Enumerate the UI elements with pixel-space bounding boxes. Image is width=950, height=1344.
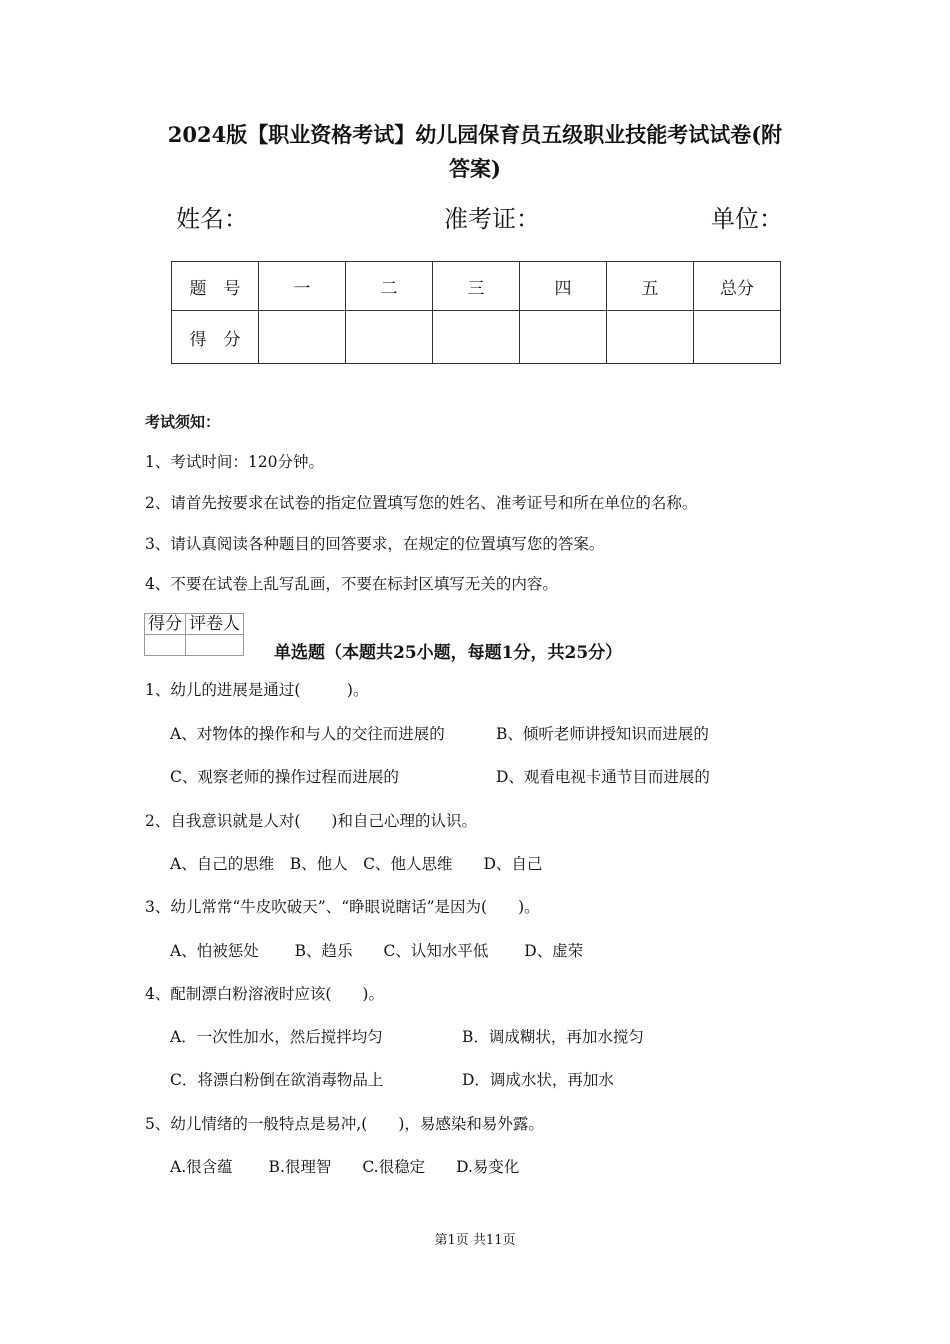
question-option: A．一次性加水，然后搅拌均匀 (170, 1028, 383, 1046)
score-cell[interactable] (346, 311, 433, 364)
notice-title: 考试须知： (145, 413, 221, 431)
question-options-line: A.很含蕴 B.很理智 C.很稳定 D.易变化 (170, 1158, 520, 1176)
grader-score-cell[interactable] (145, 635, 186, 656)
score-header-cell: 题 号 (172, 262, 259, 311)
score-table-score-row (172, 311, 781, 364)
name-label: 姓名： (176, 205, 248, 233)
score-table-header-row (172, 262, 781, 311)
notice-item: 3、请认真阅读各种题目的回答要求，在规定的位置填写您的答案。 (145, 535, 605, 553)
section-title: 单选题（本题共25小题，每题1分，共25分） (274, 643, 623, 663)
notice-item: 1、考试时间：120分钟。 (145, 453, 324, 471)
score-cell[interactable] (520, 311, 607, 364)
question-stem: 1、幼儿的进展是通过( )。 (145, 681, 369, 699)
question-option: D．调成水状，再加水 (462, 1071, 614, 1089)
title-line-1: 2024版【职业资格考试】幼儿园保育员五级职业技能考试试卷(附 (167, 122, 783, 147)
question-option: C．将漂白粉倒在欲消毒物品上 (170, 1071, 384, 1089)
question-option: D、观看电视卡通节目而进展的 (496, 768, 710, 786)
notice-item: 2、请首先按要求在试卷的指定位置填写您的姓名、准考证号和所在单位的名称。 (145, 494, 698, 512)
question-option: C、观察老师的操作过程而进展的 (170, 768, 399, 786)
score-header-cell: 总分 (694, 262, 781, 311)
score-header-cell: 一 (259, 262, 346, 311)
question-stem: 4、配制漂白粉溶液时应该( )。 (145, 985, 384, 1003)
score-header-cell: 五 (607, 262, 694, 311)
question-options-line: A、怕被惩处 B、趋乐 C、认知水平低 D、虚荣 (170, 942, 584, 960)
score-header-cell: 四 (520, 262, 607, 311)
notice-item: 4、不要在试卷上乱写乱画，不要在标封区填写无关的内容。 (145, 575, 558, 593)
question-stem: 2、自我意识就是人对( )和自己心理的认识。 (145, 812, 477, 830)
score-cell[interactable] (259, 311, 346, 364)
question-option: A、对物体的操作和与人的交往而进展的 (170, 725, 445, 743)
grader-name-cell[interactable] (186, 635, 244, 656)
document-title (140, 118, 810, 186)
question-option: B、倾听老师讲授知识而进展的 (496, 725, 709, 743)
grader-score-label: 得分 (145, 614, 186, 635)
question-option: B．调成糊状，再加水搅匀 (462, 1028, 644, 1046)
score-header-cell: 二 (346, 262, 433, 311)
grader-name-label: 评卷人 (186, 614, 244, 635)
score-table (171, 261, 781, 364)
page-footer: 第1页 共11页 (434, 1233, 516, 1248)
question-stem: 5、幼儿情绪的一般特点是易冲,( )，易感染和易外露。 (145, 1115, 544, 1133)
score-header-cell: 三 (433, 262, 520, 311)
exam-id-label: 准考证： (444, 205, 540, 233)
score-cell[interactable] (433, 311, 520, 364)
score-cell[interactable] (694, 311, 781, 364)
score-row-label: 得 分 (172, 311, 259, 364)
question-options-line: A、自己的思维 B、他人 C、他人思维 D、自己 (170, 855, 543, 873)
question-stem: 3、幼儿常常“牛皮吹破天”、“睁眼说瞎话”是因为( )。 (145, 898, 540, 916)
unit-label: 单位： (711, 205, 783, 233)
title-line-2: 答案) (449, 156, 501, 181)
grader-box (144, 613, 244, 656)
score-cell[interactable] (607, 311, 694, 364)
